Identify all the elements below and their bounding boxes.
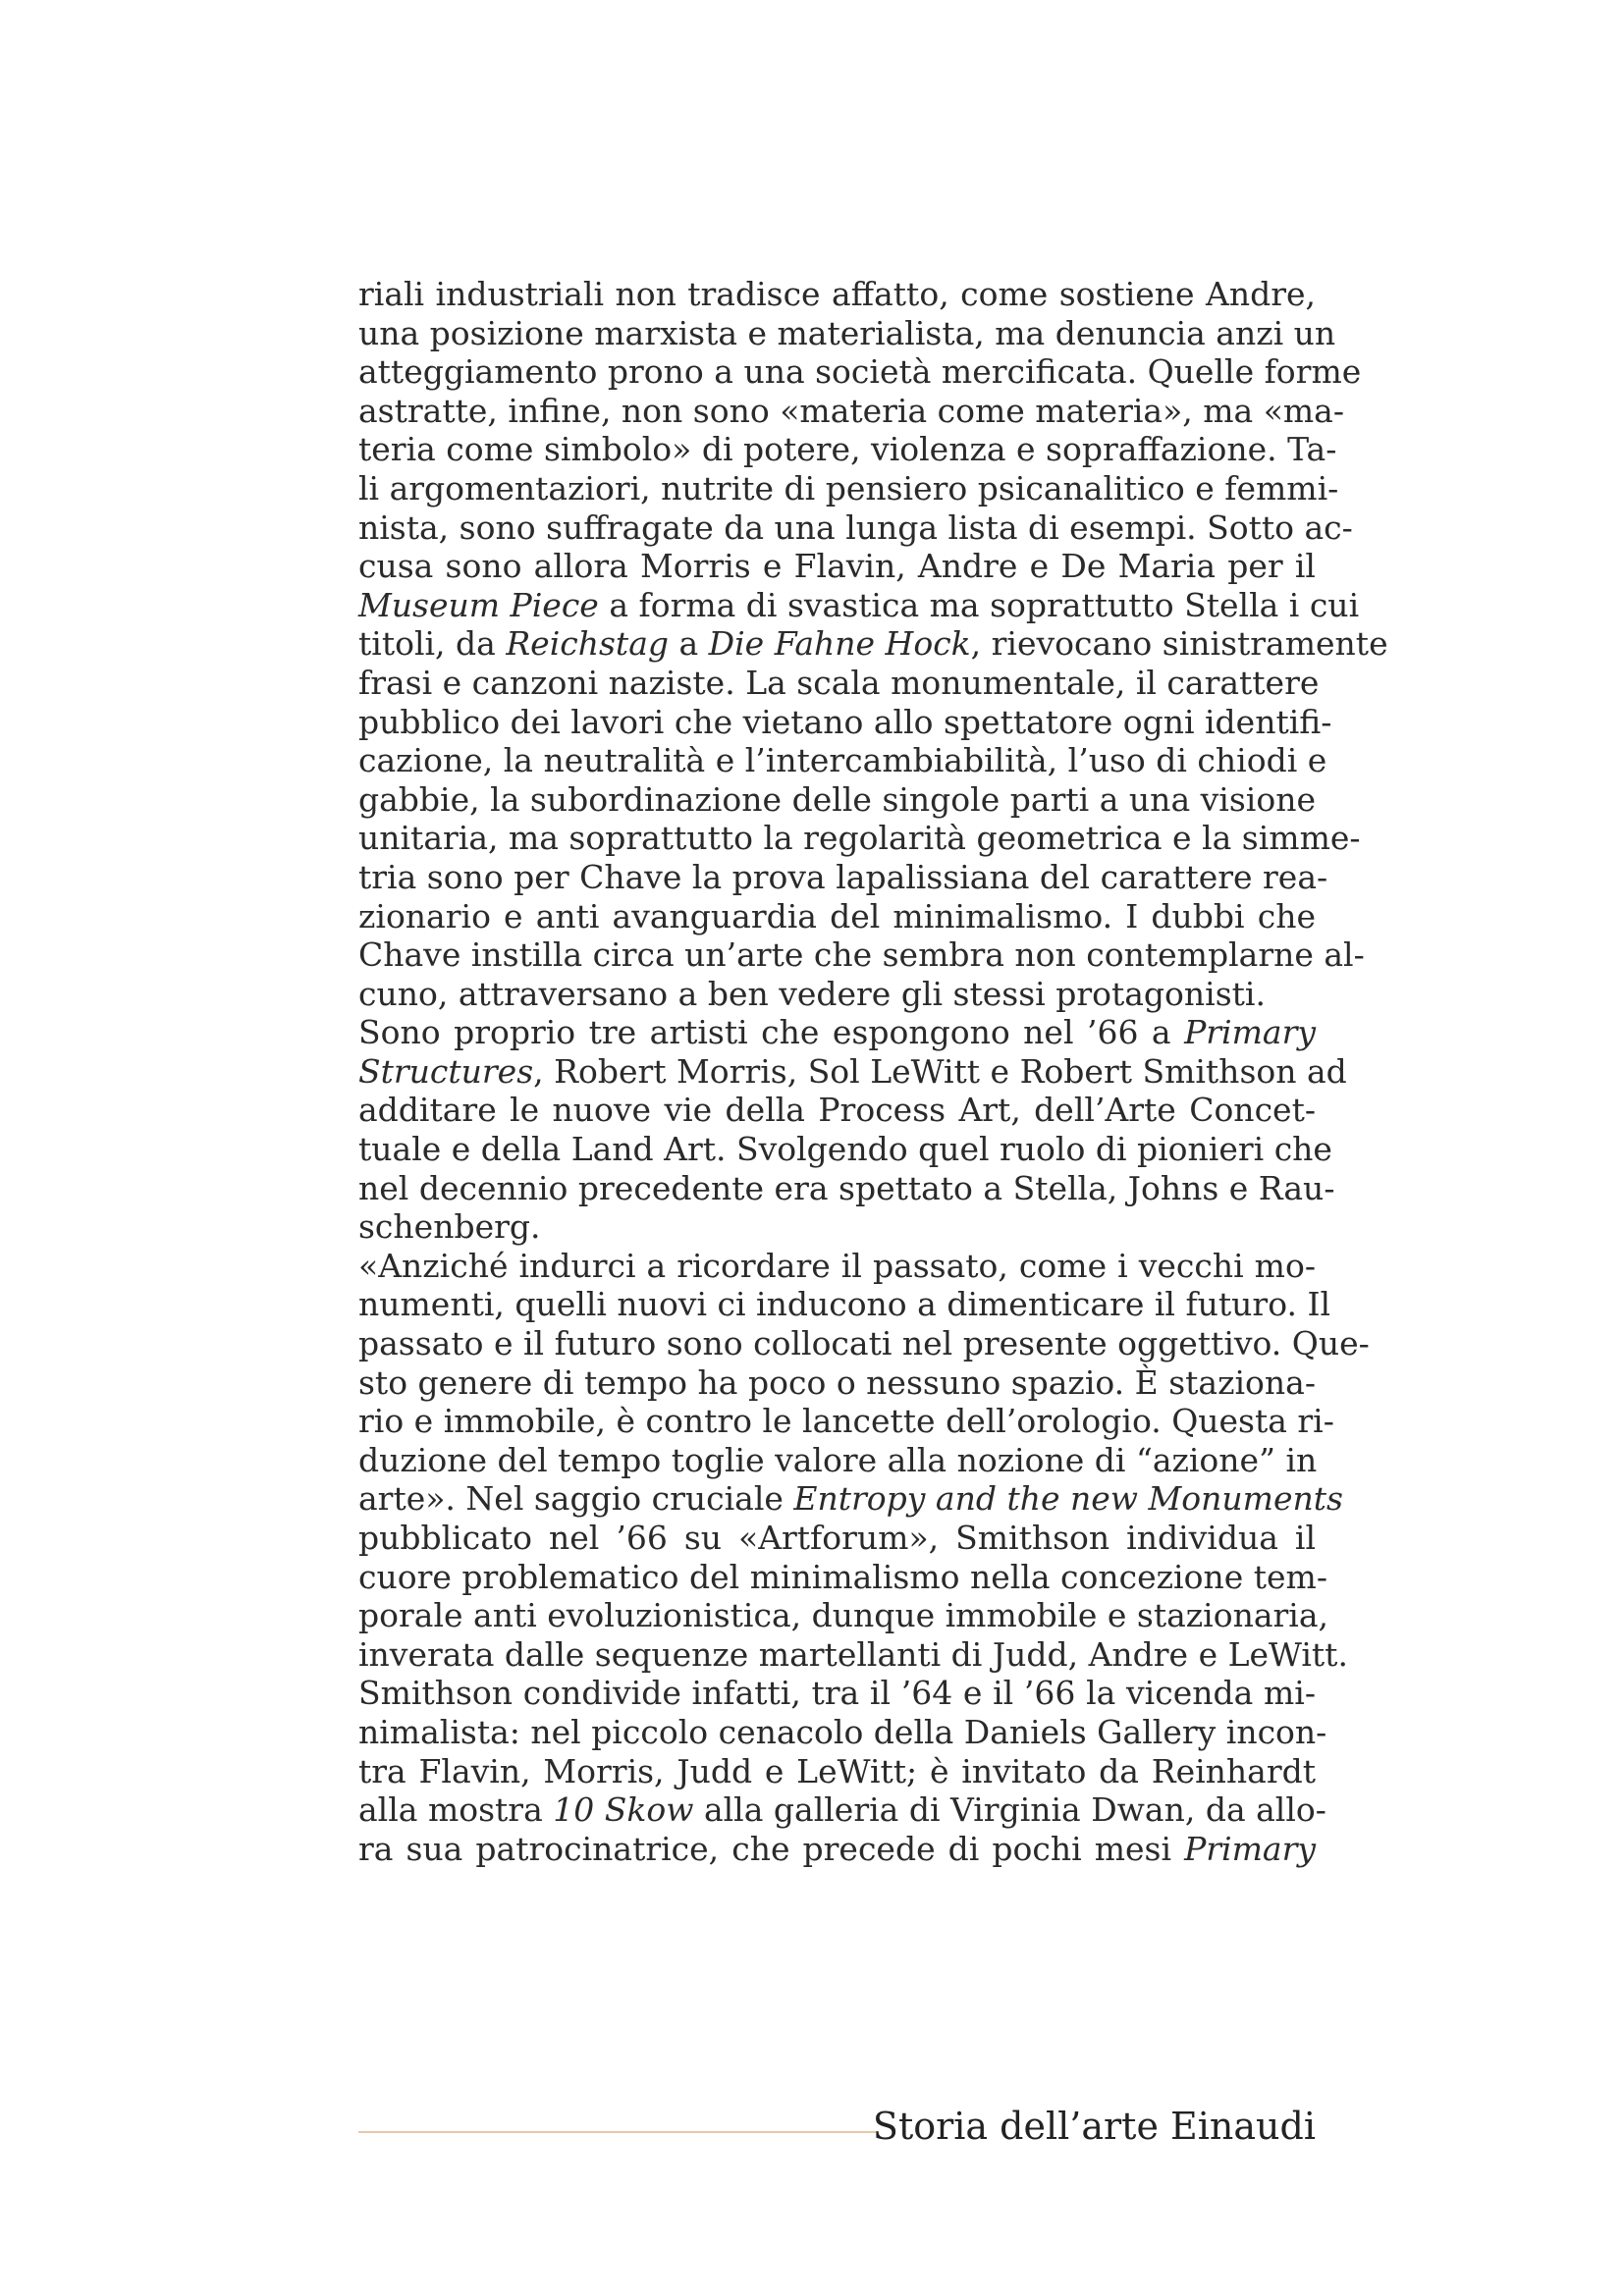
italic-title: Museum Piece <box>358 585 599 624</box>
footer-title: Storia dell’arte Einaudi <box>872 2105 1316 2148</box>
text-line <box>358 352 1362 392</box>
text-line <box>358 391 1345 431</box>
text-line <box>358 1130 1332 1169</box>
text-fragment: tria sono per Chave la prova lapalissiana del carattere rea- <box>358 857 1328 896</box>
text-line <box>358 1051 1347 1092</box>
text-fragment: schenberg. <box>358 1207 541 1247</box>
text-fragment: tuale e della Land Art. Svolgendo quel ruolo di pionieri che <box>358 1130 1332 1169</box>
text-line <box>358 1441 1316 1480</box>
text-line <box>358 430 1337 469</box>
italic-title: 10 Skow <box>553 1790 694 1830</box>
text-fragment: cuno, attraversano a ben vedere gli stessi protagonisti. <box>358 974 1266 1013</box>
text-line <box>358 1402 1334 1441</box>
text-line <box>358 1324 1370 1363</box>
text-fragment: passato e il futuro sono collocati nel presente oggettivo. Que- <box>358 1324 1370 1363</box>
text-fragment: sto genere di tempo ha poco o nessuno spazio. È staziona- <box>358 1362 1316 1402</box>
text-line <box>358 1363 1316 1403</box>
text-line <box>358 1519 1316 1558</box>
text-fragment: tra Flavin, Morris, Judd e LeWitt; è invitato da Reinhardt <box>358 1751 1316 1790</box>
text-fragment: Sono proprio tre artisti che espongono nel ’66 a <box>358 1013 1185 1052</box>
text-fragment: Smithson condivide infatti, tra il ’64 e il ’66 la vicenda mi- <box>358 1674 1316 1713</box>
text-line <box>358 468 1339 508</box>
text-line <box>358 1557 1327 1597</box>
body-text <box>358 275 1388 1868</box>
text-fragment: , rievocano sinistramente <box>970 624 1388 664</box>
text-line <box>358 275 1316 314</box>
text-fragment: alla galleria di Virginia Dwan, da allo- <box>693 1790 1326 1830</box>
italic-title: Entropy and the new Monuments <box>793 1479 1343 1519</box>
text-fragment: cusa sono allora Morris e Flavin, Andre e De Maria per il <box>358 547 1316 586</box>
text-fragment: alla mostra <box>358 1790 554 1830</box>
text-line <box>358 1247 1316 1286</box>
text-line <box>358 1830 1316 1869</box>
text-line <box>358 624 1388 664</box>
text-line <box>358 1479 1343 1519</box>
text-fragment: rio e immobile, è contro le lancette dell’orologio. Questa ri- <box>358 1402 1334 1441</box>
text-fragment: «Anziché indurci a ricordare il passato, come i vecchi mo- <box>358 1246 1316 1285</box>
text-fragment: Chave instilla circa un’arte che sembra non contemplarne al- <box>358 935 1365 975</box>
text-line <box>358 1013 1316 1052</box>
text-line <box>358 975 1316 1014</box>
italic-title: Structures <box>358 1051 534 1091</box>
text-fragment: titoli, da <box>358 624 507 664</box>
italic-title: Primary <box>1184 1013 1316 1052</box>
text-line <box>358 663 1320 703</box>
text-line <box>358 819 1361 858</box>
italic-title: Die Fahne Hock <box>708 624 971 664</box>
text-line <box>358 1790 1326 1830</box>
text-fragment: astratte, infine, non sono «materia come materia», ma «ma- <box>358 391 1345 430</box>
text-line <box>358 1712 1327 1752</box>
page-footer <box>358 2099 1316 2158</box>
footer-rule <box>358 2131 879 2133</box>
text-fragment: duzione del tempo toglie valore alla nozione di “azione” in <box>358 1440 1318 1479</box>
text-fragment: nista, sono suffragate da una lunga lista di esempi. Sotto ac- <box>358 507 1353 547</box>
italic-title: Reichstag <box>506 624 669 664</box>
text-fragment: gabbie, la subordinazione delle singole parti a una visione <box>358 779 1316 819</box>
text-line <box>358 1752 1316 1791</box>
text-line <box>358 585 1360 625</box>
text-line <box>358 1285 1331 1324</box>
text-line <box>358 702 1332 742</box>
text-line <box>358 1674 1316 1713</box>
text-line <box>358 935 1365 975</box>
text-fragment: cazione, la neutralità e l’intercambiabilità, l’uso di chiodi e <box>358 741 1327 780</box>
text-fragment: pubblicato nel ’66 su «Artforum», Smithson individua il <box>358 1519 1316 1557</box>
text-fragment: riali industriali non tradisce affatto, come sostiene Andre, <box>358 275 1316 313</box>
text-fragment: zionario e anti avanguardia del minimalismo. I dubbi che <box>358 896 1316 935</box>
text-line <box>358 547 1316 586</box>
text-fragment: teria come simbolo» di potere, violenza e sopraffazione. Ta- <box>358 430 1337 469</box>
text-line <box>358 1168 1335 1208</box>
text-fragment: atteggiamento prono a una società mercificata. Quelle forme <box>358 352 1362 392</box>
text-fragment: numenti, quelli nuovi ci inducono a dimenticare il futuro. Il <box>358 1285 1331 1324</box>
text-line <box>358 741 1327 780</box>
text-fragment: pubblico dei lavori che vietano allo spettatore ogni identifi- <box>358 702 1332 741</box>
text-fragment: nel decennio precedente era spettato a Stella, Johns e Rau- <box>358 1168 1335 1207</box>
text-fragment: nimalista: nel piccolo cenacolo della Daniels Gallery incon- <box>358 1712 1327 1751</box>
text-fragment: ra sua patrocinatrice, che precede di pochi mesi <box>358 1829 1185 1868</box>
text-line <box>358 507 1353 548</box>
italic-title: Primary <box>1184 1829 1316 1868</box>
text-fragment: una posizione marxista e materialista, ma denuncia anzi un <box>358 313 1336 352</box>
text-line <box>358 1207 1316 1247</box>
text-fragment: inverata dalle sequenze martellanti di Judd, Andre e LeWitt. <box>358 1634 1348 1674</box>
text-fragment: a <box>669 624 709 664</box>
text-fragment: porale anti evoluzionistica, dunque immobile e stazionaria, <box>358 1596 1329 1635</box>
text-fragment: cuore problematico del minimalismo nella concezione tem- <box>358 1557 1327 1596</box>
text-line <box>358 897 1316 936</box>
text-line <box>358 1091 1316 1130</box>
text-fragment: unitaria, ma soprattutto la regolarità geometrica e la simme- <box>358 819 1361 858</box>
text-fragment: arte». Nel saggio cruciale <box>358 1479 794 1519</box>
text-fragment: , Robert Morris, Sol LeWitt e Robert Smithson ad <box>533 1051 1347 1091</box>
text-line <box>358 1596 1329 1635</box>
text-fragment: a forma di svastica ma soprattutto Stella i cui <box>598 585 1360 624</box>
text-fragment: li argomentaziori, nutrite di pensiero psicanalitico e femmi- <box>358 468 1339 507</box>
text-line <box>358 780 1316 820</box>
text-line <box>358 313 1336 353</box>
text-fragment: frasi e canzoni naziste. La scala monumentale, il carattere <box>358 663 1320 702</box>
text-line <box>358 1634 1348 1675</box>
text-fragment: additare le nuove vie della Process Art, dell’Arte Concet- <box>358 1091 1316 1130</box>
text-line <box>358 857 1328 897</box>
